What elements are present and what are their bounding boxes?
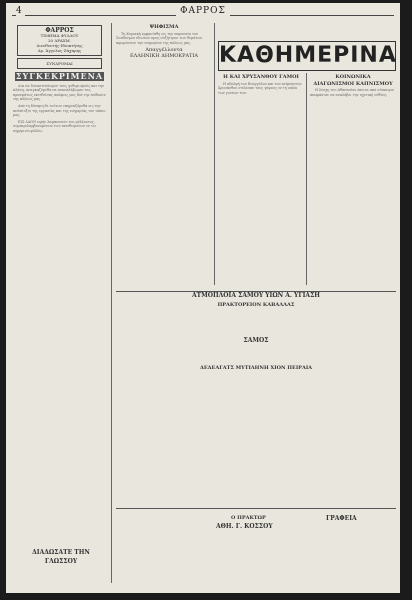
- ad-route: ΔΕΔΕΑΓΑΤΣ ΜΥΤΙΛΗΝΗ ΧΙΟΝ ΠΕΙΡΑΙΑ: [199, 364, 313, 371]
- article-heading: ΔΙΑΓΩΝΙΣΜΟΙ ΚΑΠΝΙΣΜΟΥ: [313, 80, 393, 87]
- paragraph: ΕΙΣ ΛΑΟΝ ειρήν λαμπουσών του μέλλοντος, συμπεριλαμβανομένων των εκτεθειμένων εν τω σημερινώ φύλλω.: [13, 119, 96, 133]
- agent-name: ΑΘΗ. Γ. ΚΟΣΣΟΥ: [216, 523, 273, 530]
- column-rule: [306, 73, 307, 285]
- paragraph: Η λέσχη του Αθανασίου έπειτα από σύσκεψιν αποφάσισε να αναλάβει την σχετική ευθύνη.: [310, 88, 394, 97]
- column-4: [310, 73, 396, 285]
- paragraph: Τη Κυριακή εμφανίσθη εις την παρουσία του Συνδέσμου ιδιωτών προς συζήτησιν των θεμάτων αφορώντων την ευημερίαν της πόλεως μας.: [116, 31, 203, 45]
- box-title: ΦΑΡΡΟΣ: [45, 27, 74, 34]
- subheading: Απαγγέλλοντα: [145, 47, 183, 54]
- newspaper-page: [6, 3, 400, 593]
- section-heading: ΨΗΦΙΣΜΑ: [149, 24, 179, 30]
- sub-box: ΣΥΝΔΡΟΜΑΙ: [17, 58, 102, 69]
- signoff: ΕΛΛΗΝΙΚΗ ΔΗΜΟΚΡΑΤΙΑ: [129, 53, 199, 60]
- column-rule: [111, 23, 112, 583]
- office-label: ΓΡΑΦΕΙΑ: [326, 515, 357, 522]
- masthead: [6, 6, 400, 16]
- column-1: [13, 23, 106, 593]
- ad-bottom-rule: [116, 508, 396, 509]
- section-heading: ΚΟΙΝΩΝΙΚΑ: [335, 74, 371, 80]
- paragraph: Δια να δυναστεύσωμεν τους ψιθυρισμούς και την πλάνη, αναγκαζόμεθα να επαναλάβωμεν τας προσφάτως εκτεθείσας απόψεις μας διά την επίδοσιν της πόλεως μας.: [13, 83, 106, 102]
- box-line: 20 ΔΡΑΧΜ.: [47, 38, 72, 43]
- column-rule: [214, 23, 215, 285]
- column-2: [116, 23, 212, 285]
- column-3: [218, 73, 304, 285]
- kathimerina-title: ΚΑΘΗΜΕΡΙΝΑ: [218, 41, 396, 71]
- agent-label: Ο ΠΡΑΚΤΩΡ: [231, 515, 266, 521]
- ad-title: ΑΤΜΟΠΛΟΪΑ ΣΑΜΟΥ ΥΙΩΝ Α. ΥΓΙΑΣΗ: [192, 292, 320, 299]
- ad-agency: ΠΡΑΚΤΟΡΕΙΟΝ ΚΑΒΑΛΛΑΣ: [217, 301, 295, 308]
- ad-vessel: ΣΑΜΟΣ: [243, 337, 269, 344]
- subscription-box: [17, 25, 102, 56]
- shipping-advertisement: [116, 293, 396, 533]
- article-heading: Η ΚΑΙ ΧΡΥΣΑΝΘΟΥ ΓΑΜΟΙ: [223, 74, 299, 80]
- paragraph: Η αδελφή του Ευαγγέλου και του αείμνηστου Χρυσάνθου ετέλεσαν τους γάμους εν τη οικία των γονέων των.: [218, 81, 302, 95]
- section-banner: ΣΥΓΚΕΚΡΙΜΕΝΑ: [15, 71, 104, 81]
- box-line: Διευθυντής-Ιδιοκτήτης: [36, 43, 83, 48]
- footer-label: ΔΙΑΔΩΣΑΤΕ ΤΗΝ ΓΛΩΣΣΟΥ: [32, 549, 90, 565]
- masthead-title: ΦΑΡΡΟΣ: [176, 6, 230, 16]
- paragraph: Από τη δύναμη δε τούτων επηρεαζόμεθα εις την ανάπτυξιν της εργασίας και της ευημερίας του τόπου μας.: [13, 103, 106, 118]
- page-number: 4: [16, 6, 25, 16]
- box-line: Δρ. Άγγελος Ζάχαρης: [37, 48, 82, 53]
- box-line: ΤΙΜΗΜΑ ΦΥΛΛΟΥ: [40, 33, 79, 38]
